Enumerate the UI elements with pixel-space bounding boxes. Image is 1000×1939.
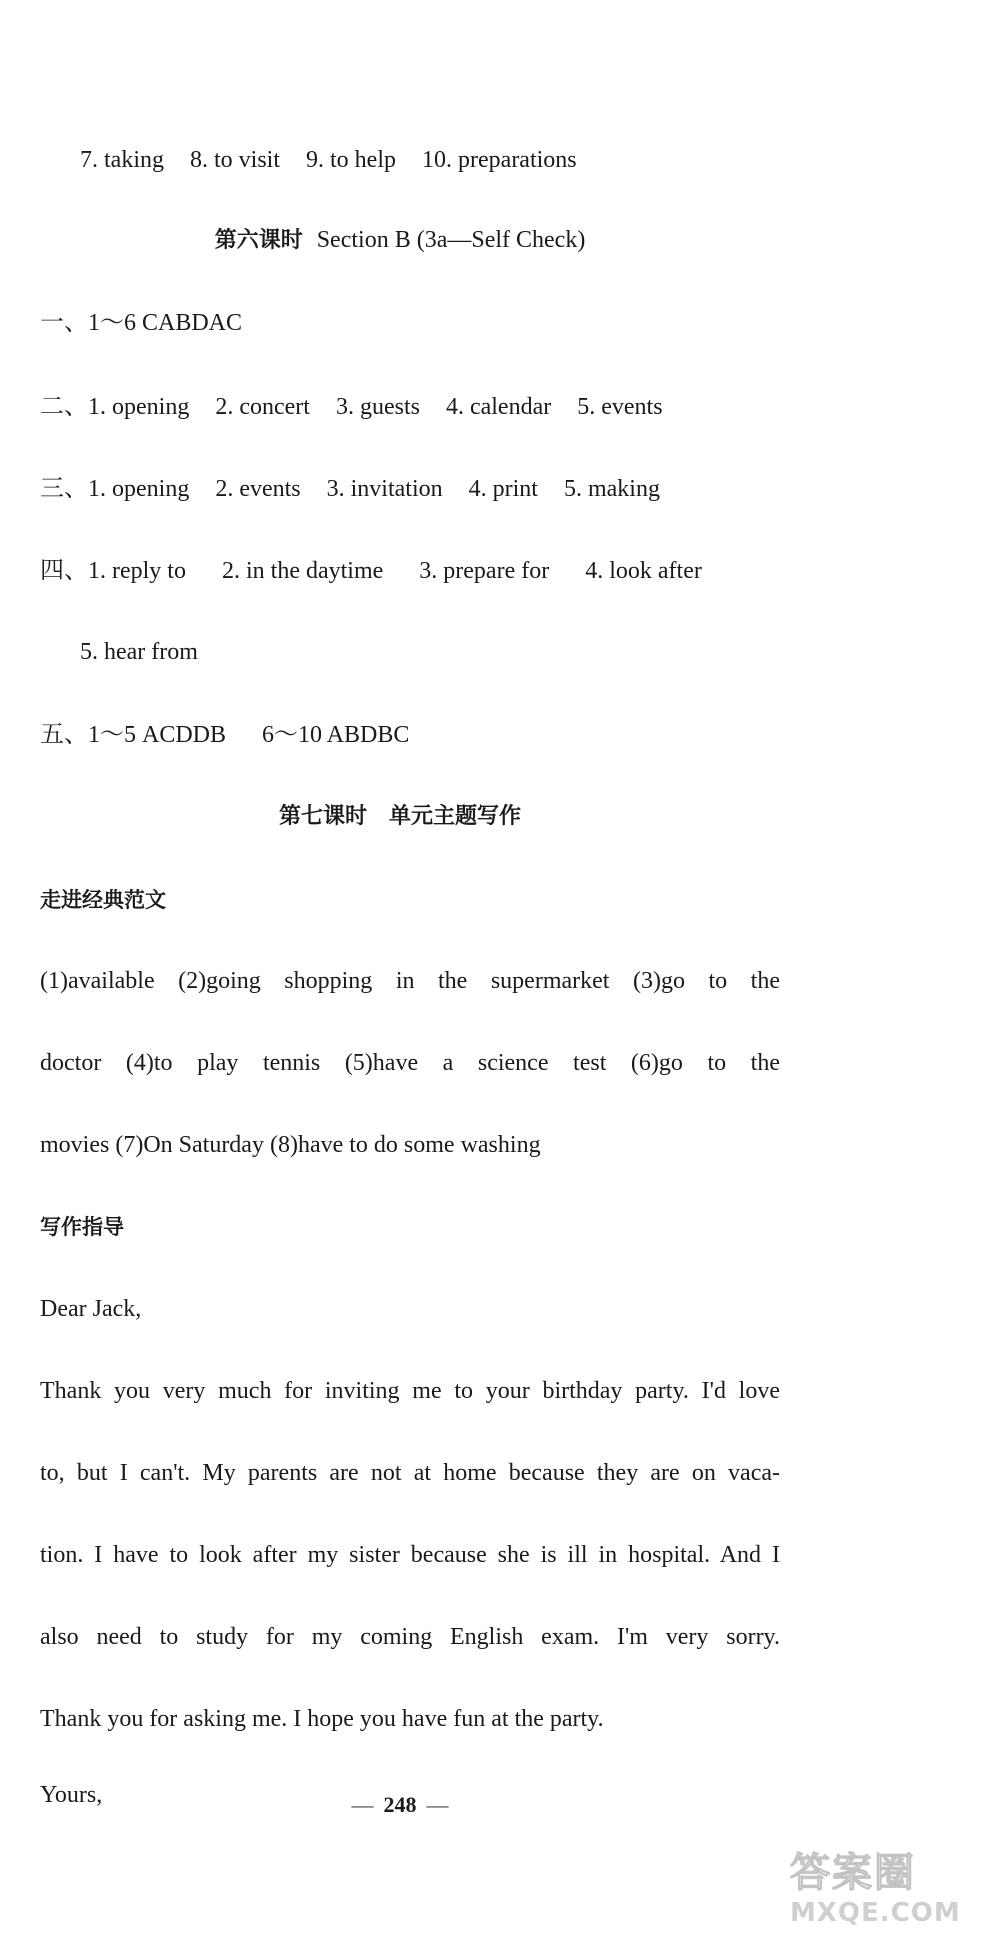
letter-line-3: tion. I have to look after my sister because she is ill in hospital. And I bbox=[40, 1542, 780, 1568]
question-4-answers: 四、1. reply to 2. in the daytime 3. prepare for 4. look after bbox=[40, 558, 702, 584]
model-essay-line-2: doctor (4)to play tennis (5)have a science test (6)go to the bbox=[40, 1050, 780, 1076]
letter-line-5: Thank you for asking me. I hope you have fun at the party. bbox=[40, 1706, 604, 1732]
answer-7: 7. taking bbox=[80, 147, 164, 173]
watermark-text-top: 答案圈 bbox=[790, 1850, 916, 1896]
section-6-cn: 第六课时 bbox=[214, 228, 303, 253]
answer-8: 8. to visit bbox=[190, 147, 281, 173]
writing-guide-subheading: 写作指导 bbox=[40, 1215, 124, 1239]
answer-10: 10. preparations bbox=[422, 147, 577, 173]
watermark-text-bottom: MXQE.COM bbox=[790, 1898, 961, 1928]
model-essay-line-3: movies (7)On Saturday (8)have to do some washing bbox=[40, 1132, 541, 1158]
section-6-en: Section B (3a—Self Check) bbox=[316, 227, 586, 253]
question-1-answers: 一、1～6 CABDAC bbox=[40, 310, 243, 336]
model-essay-subheading: 走进经典范文 bbox=[40, 888, 166, 912]
letter-line-1: Thank you very much for inviting me to your birthday party. I'd love bbox=[40, 1378, 780, 1404]
answer-line-7-10 bbox=[80, 145, 577, 175]
page-dash-left: — bbox=[351, 1792, 374, 1817]
page-number bbox=[0, 1792, 800, 1818]
question-5-answers: 五、1～5 ACDDB 6～10 ABDBC bbox=[40, 722, 410, 748]
section-6-heading bbox=[0, 225, 800, 256]
answer-9: 9. to help bbox=[306, 147, 397, 173]
letter-greeting: Dear Jack, bbox=[40, 1296, 142, 1322]
letter-closing: Yours, bbox=[40, 1782, 103, 1808]
page-dash-right: — bbox=[426, 1792, 449, 1817]
model-essay-line-1: (1)available (2)going shopping in the supermarket (3)go to the bbox=[40, 968, 780, 994]
watermark-logo bbox=[790, 1841, 990, 1931]
question-2-answers: 二、1. opening 2. concert 3. guests 4. calendar 5. events bbox=[40, 394, 663, 420]
page-number-value: 248 bbox=[383, 1792, 417, 1817]
question-4-answers-cont: 5. hear from bbox=[80, 639, 198, 665]
section-7-heading: 第七课时 单元主题写作 bbox=[278, 804, 521, 829]
letter-line-2: to, but I can't. My parents are not at home because they are on vaca- bbox=[40, 1460, 780, 1486]
question-3-answers: 三、1. opening 2. events 3. invitation 4. print 5. making bbox=[40, 476, 660, 502]
letter-line-4: also need to study for my coming English exam. I'm very sorry. bbox=[40, 1624, 780, 1650]
